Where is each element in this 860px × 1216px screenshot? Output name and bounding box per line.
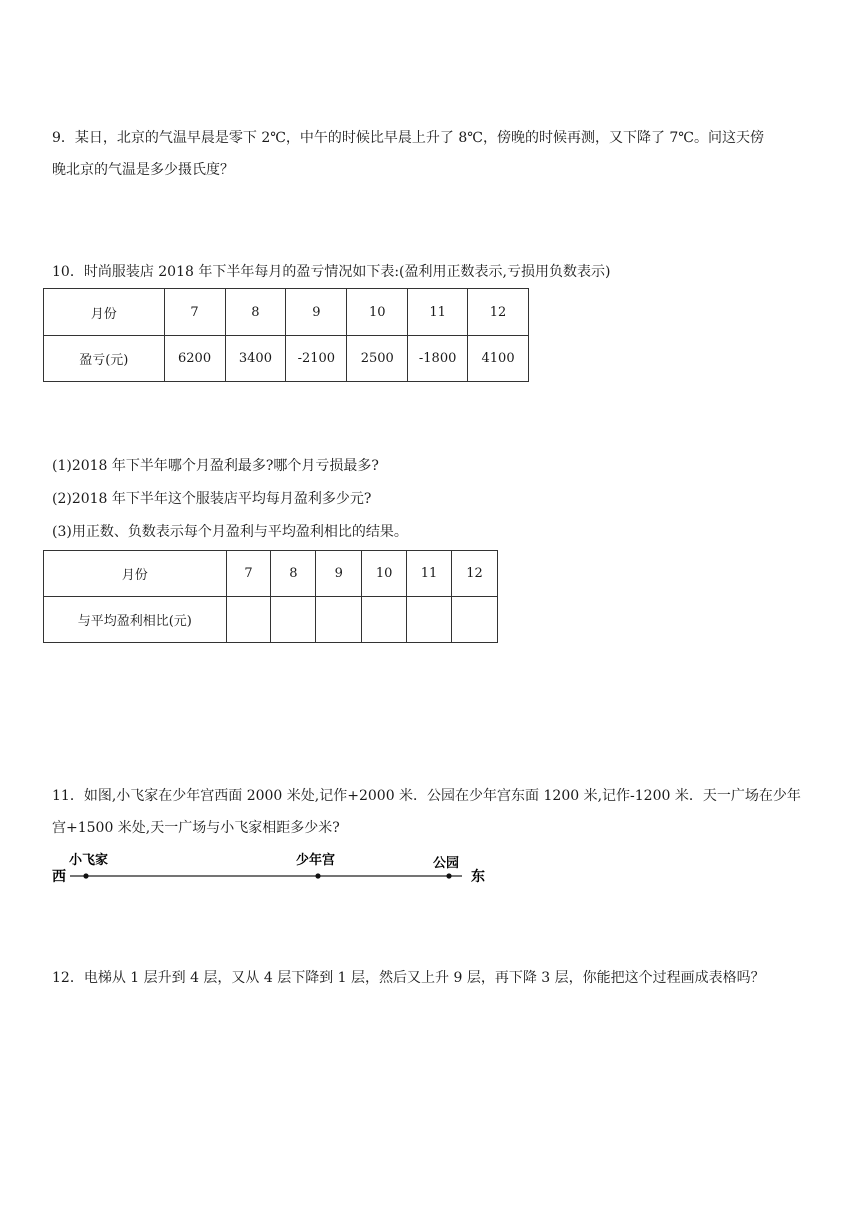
- table2-month-cell: 7: [226, 551, 271, 597]
- table1-month-cell: 11: [408, 289, 468, 336]
- table1-value-cell: 4100: [468, 336, 529, 382]
- table1-value-cell: 6200: [164, 336, 225, 382]
- table2-compare-header: 与平均盈利相比(元): [44, 597, 227, 643]
- point-park: [446, 873, 451, 878]
- q10-sub1: (1)2018 年下半年哪个月盈利最多?哪个月亏损最多?: [52, 458, 379, 474]
- table2-month-header: 月份: [44, 551, 227, 597]
- table1-month-cell: 7: [164, 289, 225, 336]
- table1-month-cell: 8: [225, 289, 286, 336]
- table1-month-header: 月份: [44, 289, 165, 336]
- table1-value-header: 盈亏(元): [44, 336, 165, 382]
- point-youth-palace: [315, 873, 320, 878]
- table2-month-cell: 10: [362, 551, 407, 597]
- q9-text-line1: 9．某日，北京的气温早晨是零下 2℃，中午的时候比早晨上升了 8℃，傍晚的时候再测，又下降了 7℃。问这天傍: [52, 130, 764, 146]
- table1-value-cell: -2100: [286, 336, 347, 382]
- table2-month-cell: 11: [407, 551, 452, 597]
- table1-month-cell: 9: [286, 289, 347, 336]
- table1-value-cell: 2500: [347, 336, 408, 382]
- table1-month-cell: 10: [347, 289, 408, 336]
- table2-month-cell: 9: [316, 551, 362, 597]
- q10-sub2: (2)2018 年下半年这个服装店平均每月盈利多少元?: [52, 491, 372, 507]
- q10-intro: 10．时尚服装店 2018 年下半年每月的盈亏情况如下表:(盈利用正数表示,亏损用负数表示): [52, 264, 611, 280]
- table2-month-cell: 8: [271, 551, 316, 597]
- q9-text-line2: 晚北京的气温是多少摄氏度？: [52, 162, 234, 178]
- table1-value-cell: -1800: [408, 336, 468, 382]
- q12-text: 12．电梯从 1 层升到 4 层，又从 4 层下降到 1 层，然后又上升 9 层，再下降 3 层，你能把这个过程画成表格吗？: [52, 970, 765, 986]
- table1-value-cell: 3400: [225, 336, 286, 382]
- east-label: 东: [471, 869, 485, 885]
- q11-text-line2: 宫+1500 米处,天一广场与小飞家相距多少米?: [52, 820, 340, 836]
- park-label: 公园: [433, 856, 460, 871]
- point-xiaofei-home: [83, 873, 88, 878]
- table2-month-cell: 12: [452, 551, 498, 597]
- xiaofei-home-label: 小飞家: [69, 853, 109, 868]
- table1-month-cell: 12: [468, 289, 529, 336]
- q10-sub3: (3)用正数、负数表示每个月盈利与平均盈利相比的结果。: [52, 524, 408, 540]
- q11-text-line1: 11．如图,小飞家在少年宫西面 2000 米处,记作+2000 米．公园在少年宫东面 1200 米,记作-1200 米．天一广场在少年: [52, 788, 801, 804]
- youth-palace-label: 少年宫: [296, 853, 336, 868]
- west-label: 西: [52, 869, 66, 885]
